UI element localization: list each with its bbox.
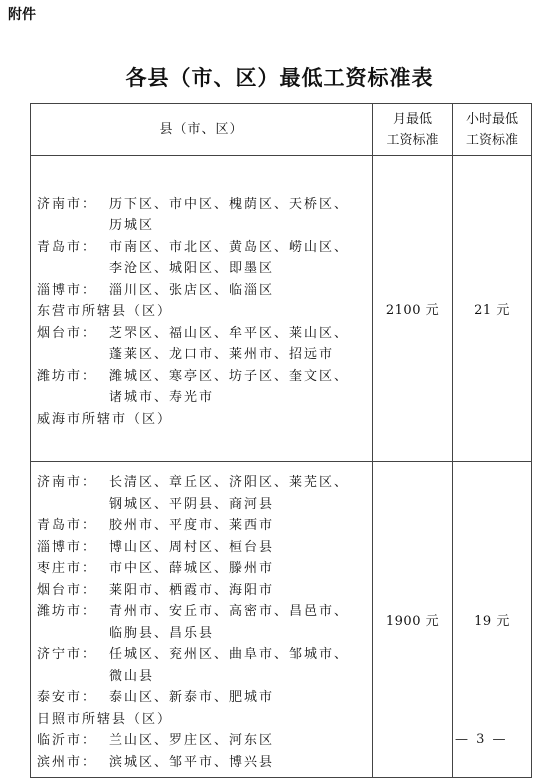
district-list: 历下区、市中区、槐荫区、天桥区、 [109,196,350,212]
region-line [37,599,366,621]
district-list: 李沧区、城阳区、即墨区 [109,261,275,276]
city-label: 潍坊市： [37,368,98,384]
region-line [37,707,366,729]
region-line [37,363,366,385]
city-label: 枣庄市： [37,561,98,577]
city-label: 烟台市： [37,325,98,341]
district-list: 钢城区、平阴县、商河县 [109,496,275,512]
tier1-regions-cell [31,156,373,462]
district-list: 任城区、兖州区、曲阜市、邹城市、 [109,647,350,663]
city-label: 潍坊市： [37,604,98,620]
district-list: 淄川区、张店区、临淄区 [109,282,275,298]
table-row-tier1 [31,156,532,462]
region-line [37,750,366,772]
city-label: 济南市： [37,475,98,491]
region-line [37,535,366,557]
district-list: 临朐县、昌乐县 [109,625,215,641]
district-list: 滨城区、邹平市、博兴县 [109,754,275,770]
region-line [37,320,366,342]
city-label: 淄博市： [37,539,98,555]
region-line [37,728,366,750]
city-label: 青岛市： [37,518,98,534]
region-line [37,470,366,492]
district-list: 青州市、安丘市、高密市、昌邑市、 [109,604,350,620]
page-title: 各县（市、区）最低工资标准表 [125,66,434,90]
city-label: 烟台市： [37,582,98,598]
district-list: 莱阳市、栖霞市、海阳市 [109,582,275,598]
region-line [37,664,366,686]
tier1-monthly-wage: 2100 元 [373,156,453,462]
region-line [37,213,366,235]
region-line [37,642,366,664]
region-line [37,578,366,600]
city-label: 滨州市： [37,754,98,770]
district-list: 历城区 [109,218,155,233]
city-label: 泰安市： [37,690,98,706]
region-line [37,621,366,643]
header-monthly [373,104,453,156]
region-line [37,191,366,213]
city-label: 济南市： [37,196,98,212]
region-line [37,299,366,321]
district-list: 芝罘区、福山区、牟平区、莱山区、 [109,325,350,341]
city-label: 青岛市： [37,239,98,255]
region-line [37,342,366,364]
header-hourly-line2: 工资标准 [465,132,518,148]
district-list: 市中区、薛城区、滕州市 [109,561,275,577]
table-header-row [31,104,532,156]
city-label: 临沂市： [37,733,98,749]
region-line [37,556,366,578]
district-list: 博山区、周村区、桓台县 [109,539,275,555]
district-list: 兰山区、罗庄区、河东区 [109,733,275,749]
tier1-hourly-wage: 21 元 [453,156,532,462]
page-number: — 3 — [455,732,508,747]
district-list: 蓬莱区、龙口市、莱州市、招远市 [109,347,335,362]
region-line [37,277,366,299]
region-line [37,513,366,535]
region-line [37,685,366,707]
district-list: 泰山区、新泰市、肥城市 [109,690,275,706]
district-list: 胶州市、平度市、莱西市 [109,518,275,534]
region-line [37,385,366,407]
wage-table [30,103,532,778]
district-list: 日照市所辖县（区） [37,711,173,727]
city-label: 淄博市： [37,282,98,298]
header-county: 县（市、区） [31,104,373,156]
attachment-label: 附件 [8,7,36,23]
district-list: 威海市所辖市（区） [37,411,173,427]
region-line [37,406,366,428]
district-list: 市南区、市北区、黄岛区、崂山区、 [109,239,350,255]
district-list: 微山县 [109,668,155,684]
header-hourly [453,104,532,156]
header-monthly-line1: 月最低 [392,111,432,127]
district-list: 诸城市、寿光市 [109,390,215,405]
district-list: 东营市所辖县（区） [37,304,173,319]
table-row-tier2 [31,462,532,778]
region-line [37,234,366,256]
tier2-monthly-wage: 1900 元 [373,462,453,778]
header-monthly-line2: 工资标准 [386,132,439,148]
header-hourly-line1: 小时最低 [465,111,518,127]
city-label: 济宁市： [37,647,98,663]
district-list: 长清区、章丘区、济阳区、莱芜区、 [109,475,350,491]
tier2-regions-cell [31,462,373,778]
district-list: 潍城区、寒亭区、坊子区、奎文区、 [109,368,350,384]
region-line [37,492,366,514]
region-line [37,256,366,278]
tier2-hourly-wage: 19 元 [453,462,532,778]
